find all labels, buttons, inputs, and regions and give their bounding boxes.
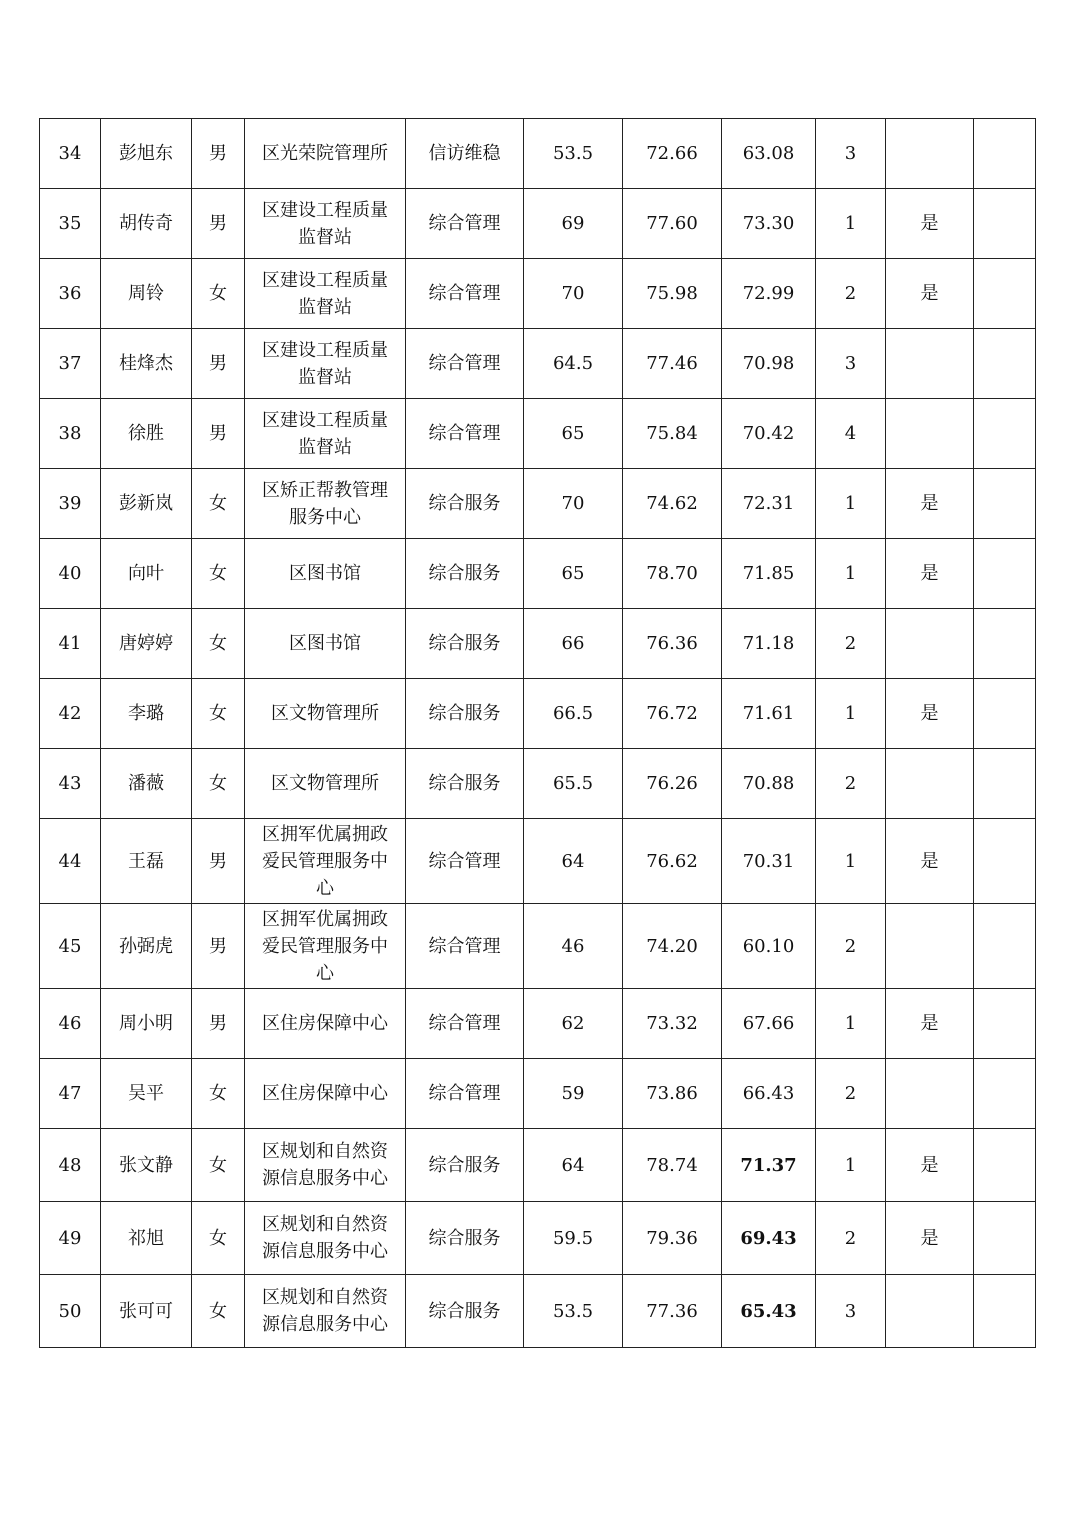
cell-total-score: 73.30 (722, 189, 816, 259)
cell-gender: 女 (192, 1275, 245, 1348)
cell-selected (886, 749, 974, 819)
cell-number: 40 (40, 539, 101, 609)
cell-total-score: 69.43 (722, 1202, 816, 1275)
cell-rank: 3 (816, 1275, 886, 1348)
cell-position: 综合服务 (406, 679, 524, 749)
cell-total-score: 60.10 (722, 904, 816, 989)
cell-interview-score: 77.36 (623, 1275, 722, 1348)
cell-position: 综合服务 (406, 1275, 524, 1348)
cell-name: 徐胜 (101, 399, 192, 469)
cell-note (974, 989, 1036, 1059)
cell-position: 综合服务 (406, 539, 524, 609)
cell-gender: 女 (192, 469, 245, 539)
cell-gender: 男 (192, 819, 245, 904)
cell-total-score: 71.18 (722, 609, 816, 679)
cell-number: 34 (40, 119, 101, 189)
cell-unit: 区规划和自然资 源信息服务中心 (245, 1202, 406, 1275)
cell-interview-score: 76.62 (623, 819, 722, 904)
cell-position: 信访维稳 (406, 119, 524, 189)
cell-note (974, 329, 1036, 399)
cell-total-score: 70.31 (722, 819, 816, 904)
cell-note (974, 119, 1036, 189)
table-row (40, 329, 1036, 399)
cell-note (974, 469, 1036, 539)
cell-selected (886, 399, 974, 469)
cell-unit: 区建设工程质量 监督站 (245, 399, 406, 469)
cell-rank: 2 (816, 904, 886, 989)
cell-interview-score: 74.62 (623, 469, 722, 539)
cell-rank: 3 (816, 119, 886, 189)
cell-name: 王磊 (101, 819, 192, 904)
cell-name: 孙弼虎 (101, 904, 192, 989)
cell-rank: 2 (816, 749, 886, 819)
cell-gender: 男 (192, 119, 245, 189)
cell-written-score: 66 (524, 609, 623, 679)
cell-note (974, 189, 1036, 259)
cell-interview-score: 77.46 (623, 329, 722, 399)
cell-number: 35 (40, 189, 101, 259)
cell-interview-score: 72.66 (623, 119, 722, 189)
cell-total-score: 71.85 (722, 539, 816, 609)
cell-name: 周小明 (101, 989, 192, 1059)
cell-rank: 2 (816, 609, 886, 679)
cell-gender: 女 (192, 1059, 245, 1129)
cell-name: 潘薇 (101, 749, 192, 819)
cell-note (974, 1202, 1036, 1275)
table-row (40, 259, 1036, 329)
cell-number: 48 (40, 1129, 101, 1202)
cell-rank: 1 (816, 189, 886, 259)
table-row (40, 819, 1036, 904)
cell-number: 45 (40, 904, 101, 989)
cell-written-score: 53.5 (524, 1275, 623, 1348)
cell-name: 唐婷婷 (101, 609, 192, 679)
cell-unit: 区拥军优属拥政 爱民管理服务中 心 (245, 904, 406, 989)
cell-interview-score: 77.60 (623, 189, 722, 259)
cell-note (974, 539, 1036, 609)
cell-unit: 区文物管理所 (245, 679, 406, 749)
cell-written-score: 62 (524, 989, 623, 1059)
cell-selected: 是 (886, 819, 974, 904)
cell-unit: 区建设工程质量 监督站 (245, 259, 406, 329)
cell-rank: 3 (816, 329, 886, 399)
cell-interview-score: 74.20 (623, 904, 722, 989)
cell-written-score: 70 (524, 259, 623, 329)
cell-note (974, 1129, 1036, 1202)
cell-rank: 2 (816, 1059, 886, 1129)
cell-written-score: 65.5 (524, 749, 623, 819)
cell-rank: 1 (816, 1129, 886, 1202)
cell-position: 综合服务 (406, 1202, 524, 1275)
cell-selected (886, 609, 974, 679)
table-row (40, 399, 1036, 469)
cell-selected (886, 904, 974, 989)
cell-note (974, 399, 1036, 469)
cell-unit: 区图书馆 (245, 609, 406, 679)
cell-total-score: 70.42 (722, 399, 816, 469)
cell-number: 41 (40, 609, 101, 679)
table-row (40, 539, 1036, 609)
cell-number: 38 (40, 399, 101, 469)
cell-selected: 是 (886, 1129, 974, 1202)
cell-name: 桂烽杰 (101, 329, 192, 399)
cell-name: 周铃 (101, 259, 192, 329)
cell-written-score: 59.5 (524, 1202, 623, 1275)
table-row (40, 1059, 1036, 1129)
table-row (40, 679, 1036, 749)
cell-interview-score: 79.36 (623, 1202, 722, 1275)
cell-unit: 区矫正帮教管理 服务中心 (245, 469, 406, 539)
cell-note (974, 749, 1036, 819)
cell-written-score: 69 (524, 189, 623, 259)
cell-number: 46 (40, 989, 101, 1059)
cell-unit: 区光荣院管理所 (245, 119, 406, 189)
cell-number: 47 (40, 1059, 101, 1129)
cell-selected (886, 1275, 974, 1348)
cell-written-score: 70 (524, 469, 623, 539)
cell-rank: 1 (816, 819, 886, 904)
cell-note (974, 904, 1036, 989)
cell-gender: 女 (192, 539, 245, 609)
cell-name: 李璐 (101, 679, 192, 749)
cell-selected (886, 329, 974, 399)
cell-gender: 男 (192, 189, 245, 259)
table-body (40, 119, 1036, 1348)
cell-position: 综合管理 (406, 989, 524, 1059)
cell-name: 胡传奇 (101, 189, 192, 259)
cell-rank: 1 (816, 989, 886, 1059)
cell-number: 43 (40, 749, 101, 819)
cell-rank: 1 (816, 679, 886, 749)
cell-interview-score: 75.84 (623, 399, 722, 469)
table-row (40, 904, 1036, 989)
table-row (40, 189, 1036, 259)
cell-selected (886, 1059, 974, 1129)
cell-number: 42 (40, 679, 101, 749)
cell-note (974, 259, 1036, 329)
cell-rank: 1 (816, 539, 886, 609)
cell-written-score: 66.5 (524, 679, 623, 749)
cell-selected: 是 (886, 1202, 974, 1275)
cell-unit: 区文物管理所 (245, 749, 406, 819)
cell-total-score: 70.88 (722, 749, 816, 819)
cell-position: 综合管理 (406, 399, 524, 469)
cell-unit: 区拥军优属拥政 爱民管理服务中 心 (245, 819, 406, 904)
cell-name: 祁旭 (101, 1202, 192, 1275)
cell-selected: 是 (886, 259, 974, 329)
cell-number: 37 (40, 329, 101, 399)
cell-gender: 女 (192, 1202, 245, 1275)
table-row (40, 1202, 1036, 1275)
cell-gender: 女 (192, 1129, 245, 1202)
cell-written-score: 64 (524, 1129, 623, 1202)
table-row (40, 1129, 1036, 1202)
cell-unit: 区图书馆 (245, 539, 406, 609)
cell-rank: 2 (816, 1202, 886, 1275)
cell-interview-score: 73.86 (623, 1059, 722, 1129)
table-row (40, 469, 1036, 539)
cell-gender: 男 (192, 399, 245, 469)
cell-total-score: 72.31 (722, 469, 816, 539)
cell-written-score: 64 (524, 819, 623, 904)
cell-number: 36 (40, 259, 101, 329)
cell-unit: 区规划和自然资 源信息服务中心 (245, 1275, 406, 1348)
cell-position: 综合管理 (406, 904, 524, 989)
cell-total-score: 72.99 (722, 259, 816, 329)
cell-number: 50 (40, 1275, 101, 1348)
cell-selected (886, 119, 974, 189)
cell-total-score: 65.43 (722, 1275, 816, 1348)
cell-position: 综合服务 (406, 469, 524, 539)
cell-rank: 4 (816, 399, 886, 469)
cell-total-score: 70.98 (722, 329, 816, 399)
cell-gender: 女 (192, 749, 245, 819)
cell-name: 张可可 (101, 1275, 192, 1348)
cell-number: 44 (40, 819, 101, 904)
cell-gender: 男 (192, 329, 245, 399)
cell-total-score: 71.61 (722, 679, 816, 749)
cell-name: 向叶 (101, 539, 192, 609)
cell-unit: 区建设工程质量 监督站 (245, 329, 406, 399)
cell-written-score: 53.5 (524, 119, 623, 189)
cell-total-score: 66.43 (722, 1059, 816, 1129)
cell-note (974, 1059, 1036, 1129)
cell-unit: 区规划和自然资 源信息服务中心 (245, 1129, 406, 1202)
cell-unit: 区建设工程质量 监督站 (245, 189, 406, 259)
cell-written-score: 64.5 (524, 329, 623, 399)
cell-note (974, 819, 1036, 904)
cell-selected: 是 (886, 539, 974, 609)
results-table (39, 118, 1036, 1348)
cell-position: 综合管理 (406, 1059, 524, 1129)
cell-written-score: 46 (524, 904, 623, 989)
cell-selected: 是 (886, 189, 974, 259)
cell-unit: 区住房保障中心 (245, 989, 406, 1059)
cell-total-score: 67.66 (722, 989, 816, 1059)
cell-written-score: 59 (524, 1059, 623, 1129)
cell-position: 综合服务 (406, 609, 524, 679)
cell-written-score: 65 (524, 399, 623, 469)
cell-rank: 2 (816, 259, 886, 329)
table-row (40, 609, 1036, 679)
cell-interview-score: 78.74 (623, 1129, 722, 1202)
cell-number: 39 (40, 469, 101, 539)
cell-total-score: 63.08 (722, 119, 816, 189)
cell-note (974, 609, 1036, 679)
cell-note (974, 679, 1036, 749)
cell-position: 综合管理 (406, 189, 524, 259)
cell-interview-score: 76.26 (623, 749, 722, 819)
cell-interview-score: 78.70 (623, 539, 722, 609)
cell-gender: 女 (192, 609, 245, 679)
cell-gender: 男 (192, 989, 245, 1059)
cell-name: 彭旭东 (101, 119, 192, 189)
cell-gender: 男 (192, 904, 245, 989)
cell-gender: 女 (192, 259, 245, 329)
cell-position: 综合管理 (406, 259, 524, 329)
table-row (40, 989, 1036, 1059)
cell-gender: 女 (192, 679, 245, 749)
cell-position: 综合管理 (406, 819, 524, 904)
cell-selected: 是 (886, 679, 974, 749)
table-row (40, 749, 1036, 819)
cell-position: 综合管理 (406, 329, 524, 399)
cell-note (974, 1275, 1036, 1348)
cell-interview-score: 73.32 (623, 989, 722, 1059)
cell-position: 综合服务 (406, 749, 524, 819)
cell-written-score: 65 (524, 539, 623, 609)
cell-position: 综合服务 (406, 1129, 524, 1202)
table-row (40, 119, 1036, 189)
cell-rank: 1 (816, 469, 886, 539)
cell-interview-score: 76.36 (623, 609, 722, 679)
cell-name: 张文静 (101, 1129, 192, 1202)
cell-selected: 是 (886, 989, 974, 1059)
cell-name: 彭新岚 (101, 469, 192, 539)
cell-total-score: 71.37 (722, 1129, 816, 1202)
cell-number: 49 (40, 1202, 101, 1275)
cell-unit: 区住房保障中心 (245, 1059, 406, 1129)
cell-name: 吴平 (101, 1059, 192, 1129)
table-row (40, 1275, 1036, 1348)
cell-interview-score: 75.98 (623, 259, 722, 329)
cell-selected: 是 (886, 469, 974, 539)
cell-interview-score: 76.72 (623, 679, 722, 749)
